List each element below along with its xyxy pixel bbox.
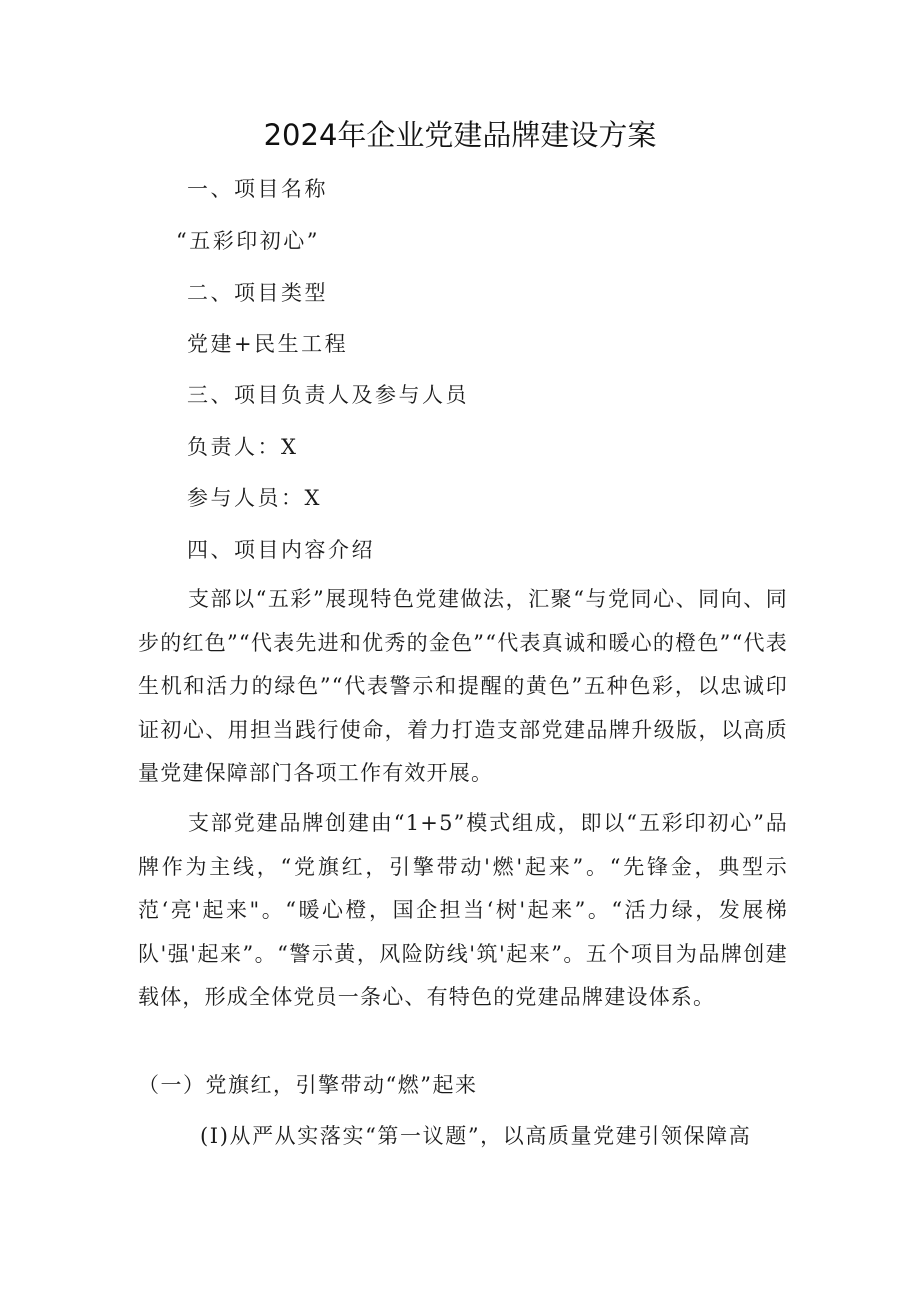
project-name-value: “五彩印初心”	[176, 229, 320, 253]
body-paragraph-2: 支部党建品牌创建由“1+5”模式组成，即以“五彩印初心”品牌作为主线，“党旗红，引擎带动'燃'起来”。“先锋金，典型示范‘亮'起来"。“暖心橙，国企担当‘树'起来”。“活力绿，发展梯队'强'起来”。“警示黄，风险防线'筑'起来”。五个项目为品牌创建载体，形成全体党员一条心、有特色的党建品牌建设体系。	[138, 811, 788, 1009]
participants-line: 参与人员：X	[187, 486, 322, 510]
document-title: 2024年企业党建品牌建设方案	[263, 118, 657, 152]
project-type-value: 党建+民生工程	[187, 332, 349, 356]
body-paragraph-1: 支部以“五彩”展现特色党建做法，汇聚“与党同心、同向、同步的红色”“代表先进和优秀的金色”“代表真诚和暖心的橙色”“代表生机和活力的绿色”“代表警示和提醒的黄色”五种色彩，以忠诚印证初心、用担当践行使命，着力打造支部党建品牌升级版，以高质量党建保障部门各项工作有效开展。	[138, 587, 789, 785]
section-heading-project-name: 一、项目名称	[187, 177, 328, 201]
section-heading-personnel: 三、项目负责人及参与人员	[187, 383, 469, 407]
item-1-line: (I)从严从实落实“第一议题”，以高质量党建引领保障高	[200, 1124, 752, 1148]
leader-line: 负责人：X	[187, 435, 299, 459]
section-heading-project-type: 二、项目类型	[187, 281, 328, 305]
subsection-heading-1: （一）党旗红，引擎带动“燃”起来	[138, 1073, 478, 1097]
section-heading-content: 四、项目内容介绍	[187, 538, 375, 562]
